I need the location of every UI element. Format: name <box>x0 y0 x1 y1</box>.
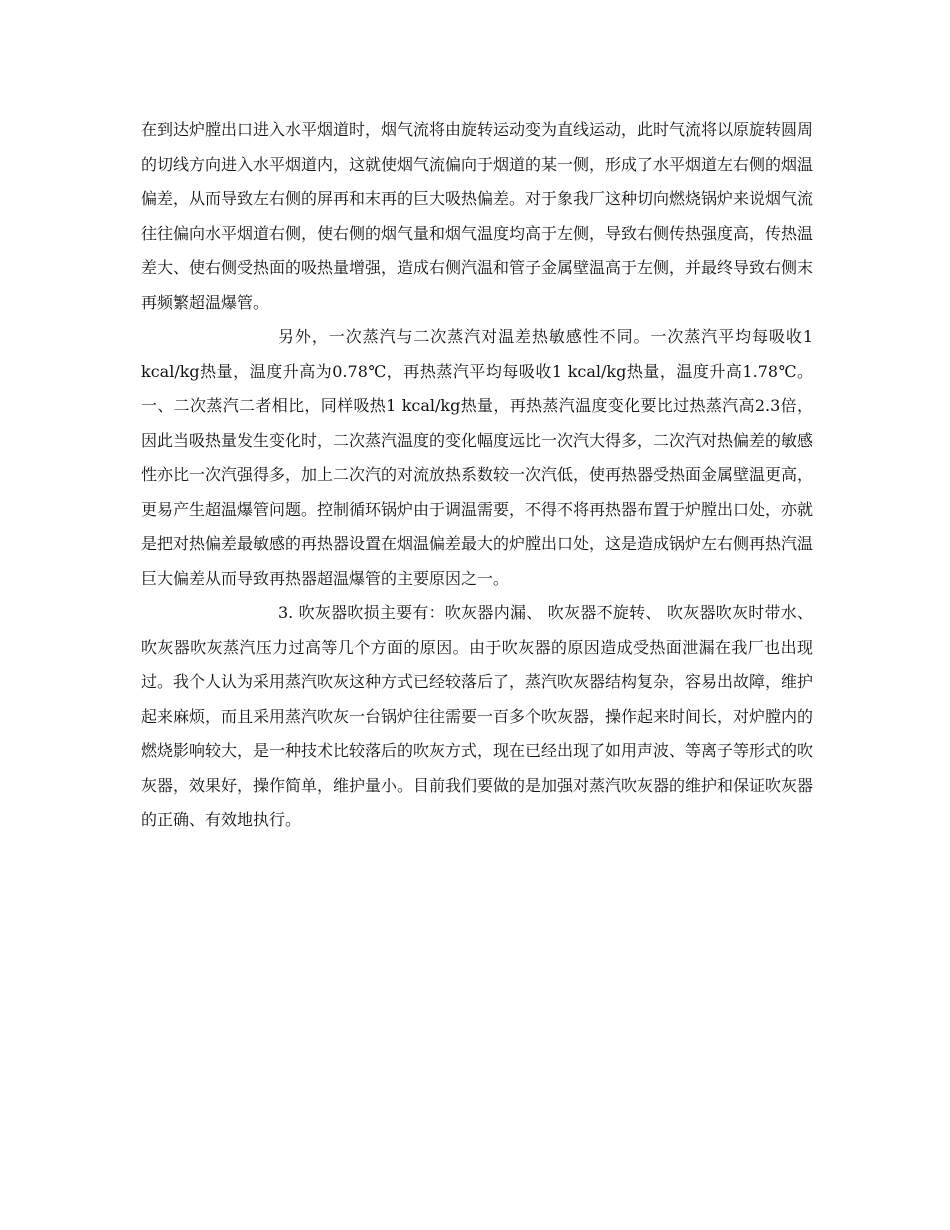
paragraph-flue-gas-deviation: 在到达炉膛出口进入水平烟道时，烟气流将由旋转运动变为直线运动，此时气流将以原旋转圆周的切线方向进入水平烟道内，这就使烟气流偏向于烟道的某一侧，形成了水平烟道左右侧的烟温偏差，从而导致左右侧的屏再和末再的巨大吸热偏差。对于象我厂这种切向燃烧锅炉来说烟气流往往偏向水平烟道右侧，使右侧的烟气量和烟气温度均高于左侧，导致右侧传热强度高，传热温差大、使右侧受热面的吸热量增强，造成右侧汽温和管子金属壁温高于左侧，并最终导致右侧末再频繁超温爆管。 <box>141 120 814 312</box>
paragraph-steam-sensitivity: 另外，一次蒸汽与二次蒸汽对温差热敏感性不同。一次蒸汽平均每吸收1 kcal/kg热量，温度升高为0.78℃，再热蒸汽平均每吸收1 kcal/kg热量，温度升高1.78℃。一、二次蒸汽二者相比，同样吸热1 kcal/kg热量，再热蒸汽温度变化要比过热蒸汽高2.3倍，因此当吸热量发生变化时，二次蒸汽温度的变化幅度远比一次汽大得多，二次汽对热偏差的敏感性亦比一次汽强得多，加上二次汽的对流放热系数较一次汽低，使再热器受热面金属壁温更高，更易产生超温爆管问题。控制循环锅炉由于调温需要，不得不将再热器布置于炉膛出口处，亦就是把对热偏差最敏感的再热器设置在烟温偏差最大的炉膛出口处，这是造成锅炉左右侧再热汽温巨大偏差从而导致再热器超温爆管的主要原因之一。 <box>141 327 814 588</box>
paragraph-soot-blower-damage: 3. 吹灰器吹损主要有：吹灰器内漏、 吹灰器不旋转、 吹灰器吹灰时带水、 吹灰器吹灰蒸汽压力过高等几个方面的原因。由于吹灰器的原因造成受热面泄漏在我厂也出现过。我个人认为采用蒸汽吹灰这种方式已经较落后了，蒸汽吹灰器结构复杂，容易出故障，维护起来麻烦，而且采用蒸汽吹灰一台锅炉往往需要一百多个吹灰器，操作起来时间长，对炉膛内的燃烧影响较大，是一种技术比较落后的吹灰方式，现在已经出现了如用声波、等离子等形式的吹灰器，效果好，操作简单，维护量小。目前我们要做的是加强对蒸汽吹灰器的维护和保证吹灰器的正确、有效地执行。 <box>141 603 814 829</box>
document-body <box>141 113 813 838</box>
